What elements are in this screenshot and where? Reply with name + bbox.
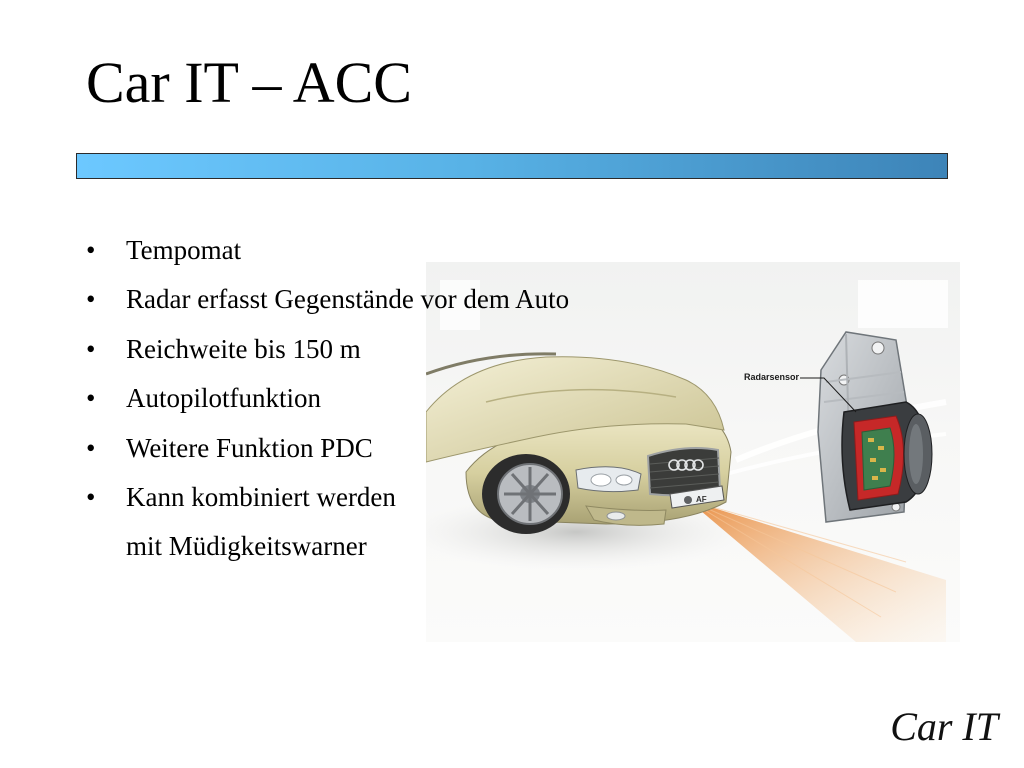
bullet-item bbox=[86, 275, 569, 324]
radarsensor-label: Radarsensor bbox=[744, 372, 800, 382]
bullet-marker: • bbox=[86, 383, 96, 414]
bullet-marker: • bbox=[86, 482, 96, 513]
footer-logo: Car IT bbox=[890, 704, 998, 749]
bullet-item bbox=[86, 325, 569, 374]
title-underline-bar bbox=[76, 153, 948, 179]
bullet-text: Tempomat bbox=[126, 235, 242, 265]
bullet-item bbox=[86, 424, 569, 473]
bullet-text: Weitere Funktion PDC bbox=[126, 432, 373, 463]
bullet-continuation-text: mit Müdigkeitswarner bbox=[126, 531, 367, 562]
radar-emitter bbox=[684, 496, 692, 504]
bullet-item bbox=[86, 226, 569, 275]
bullet-item bbox=[86, 374, 569, 423]
bullet-marker: • bbox=[86, 333, 96, 364]
bullet-text: Autopilotfunktion bbox=[126, 383, 321, 414]
radar-sensor-unit bbox=[800, 332, 932, 522]
radar-beam bbox=[688, 500, 946, 642]
bullet-list bbox=[86, 226, 569, 572]
bullet-text: Radar erfasst Gegenstände vor dem Auto bbox=[126, 284, 570, 315]
license-plate-text: AF bbox=[696, 495, 707, 504]
bullet-marker: • bbox=[86, 432, 96, 463]
bullet-continuation bbox=[86, 522, 569, 571]
bullet-marker: • bbox=[86, 235, 96, 265]
bullet-text: Reichweite bis 150 m bbox=[126, 333, 361, 364]
bullet-marker: • bbox=[86, 284, 96, 315]
slide-title: Car IT – ACC bbox=[86, 50, 412, 115]
bullet-item bbox=[86, 473, 569, 522]
bullet-text: Kann kombiniert werden bbox=[126, 482, 396, 513]
